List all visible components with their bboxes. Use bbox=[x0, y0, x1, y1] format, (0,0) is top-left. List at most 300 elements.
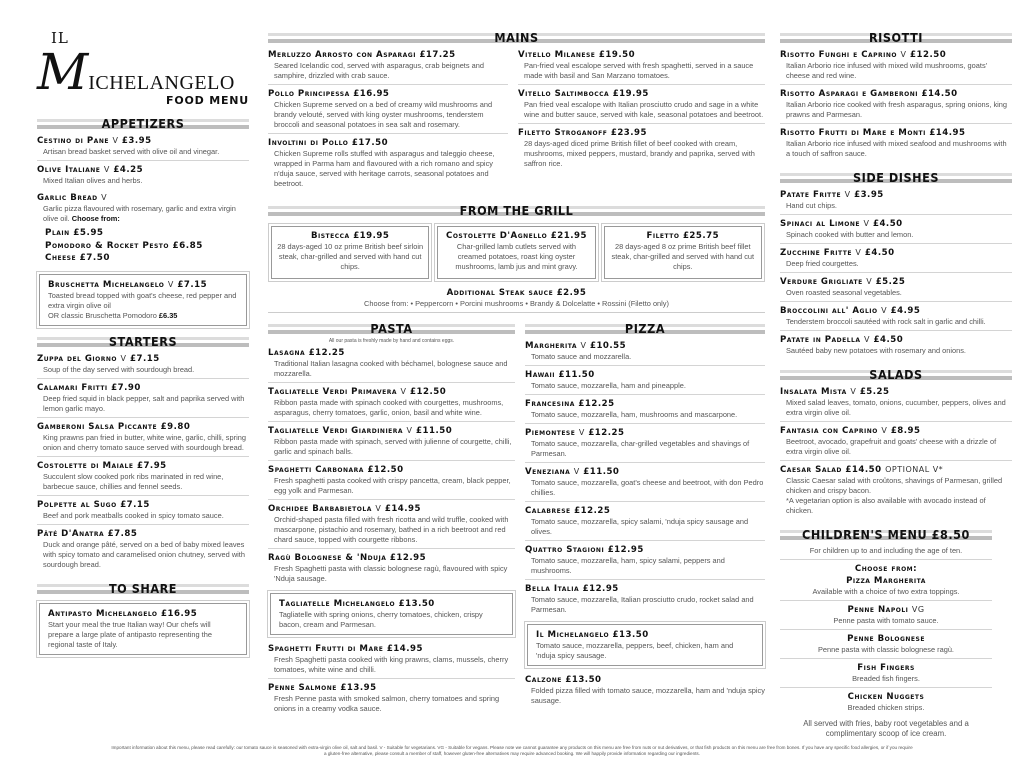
item-name-line bbox=[37, 460, 249, 472]
menu-item bbox=[525, 340, 765, 366]
item-description: Tomato sauce, mozzarella, ham, mushrooms and mascarpone. bbox=[531, 410, 738, 419]
item-name-line bbox=[780, 189, 1012, 201]
menu-item bbox=[780, 218, 1012, 244]
item-description: Beef and pork meatballs cooked in spicy tomato sauce. bbox=[43, 510, 224, 520]
item-name: Filetto bbox=[646, 231, 680, 241]
menu-item bbox=[780, 247, 1012, 273]
item-list bbox=[268, 49, 508, 195]
item-price: £12.95 bbox=[582, 584, 619, 594]
item-name: Francesina bbox=[525, 399, 575, 409]
menu-item bbox=[268, 425, 515, 461]
starters-header: STARTERS bbox=[37, 334, 249, 350]
item-price: £14.95 bbox=[384, 504, 422, 514]
item-name-line bbox=[780, 127, 1012, 139]
menu-item bbox=[518, 88, 765, 124]
item-name: Verdure Grigliate bbox=[780, 277, 863, 287]
item-price: £23.95 bbox=[610, 128, 648, 138]
item-name-line bbox=[268, 464, 515, 476]
mains-header: MAINS bbox=[268, 30, 765, 46]
item-price: £21.95 bbox=[550, 231, 587, 241]
item-name: Fish Fingers bbox=[857, 663, 915, 673]
menu-item bbox=[37, 499, 249, 525]
item-name-line bbox=[525, 583, 765, 595]
item-price: £7.15 bbox=[120, 499, 150, 510]
item-price: £12.50 bbox=[410, 387, 447, 397]
item-price: £7.95 bbox=[136, 460, 167, 471]
item-name: Vitello Saltimbocca bbox=[518, 89, 610, 99]
item-name-line bbox=[48, 608, 238, 620]
menu-item bbox=[780, 189, 1012, 215]
item-description: Deep fried courgettes. bbox=[786, 259, 859, 268]
item-description: Tagliatelle with spring onions, cherry tomatoes, chicken, crispy bacon, cream and Parmesan. bbox=[279, 610, 483, 629]
menu-item bbox=[780, 662, 992, 688]
menu-item bbox=[268, 386, 515, 422]
item-name-line bbox=[536, 629, 754, 641]
item-price: £4.95 bbox=[890, 306, 921, 316]
middle-column bbox=[268, 30, 765, 720]
item-name-line bbox=[525, 369, 765, 381]
item-name: Cestino di Pane bbox=[37, 136, 109, 146]
item-name-line bbox=[525, 340, 765, 352]
garlic-option: Plain £5.95 bbox=[45, 228, 104, 238]
item-name-line bbox=[780, 604, 992, 616]
appetizers-header: APPETIZERS bbox=[37, 116, 249, 132]
item-name: Insalata Mista bbox=[780, 387, 847, 397]
menu-item bbox=[48, 608, 238, 650]
menu-item bbox=[780, 691, 992, 716]
item-description: Italian Arborio rice infused with mixed seafood and mushrooms with a touch of saffron sauce. bbox=[786, 139, 1007, 158]
menu-item bbox=[268, 88, 508, 134]
item-name: Tagliatelle Verdi Primavera bbox=[268, 387, 398, 397]
menu-item bbox=[780, 127, 1012, 162]
item-description: Tomato sauce, mozzarella, Italian prosciutto crudo, rocket salad and Parmesan. bbox=[531, 595, 754, 614]
item-name: Costolette D'Agnello bbox=[446, 231, 548, 241]
item-price: £12.95 bbox=[389, 553, 427, 563]
item-name-line bbox=[268, 643, 515, 655]
item-name-line bbox=[780, 425, 1012, 437]
item-description: Fresh Penne pasta with smoked salmon, cherry tomatoes and spring onions in a creamy vodka sauce. bbox=[274, 694, 500, 713]
item-description: Succulent slow cooked pork ribs marinated in red wine, barbecue sauce, chillies and fennel seeds. bbox=[43, 471, 224, 491]
grill-item-box bbox=[437, 226, 595, 279]
item-description: Oven roasted seasonal vegetables. bbox=[786, 288, 902, 297]
logo bbox=[37, 30, 249, 108]
menu-item bbox=[780, 633, 992, 659]
item-price: £3.95 bbox=[121, 136, 152, 146]
menu-item bbox=[268, 347, 515, 383]
item-name-line bbox=[518, 49, 765, 61]
optional-tag: OPTIONAL V* bbox=[885, 465, 944, 474]
item-name-line bbox=[609, 230, 757, 242]
diet-tag: V bbox=[881, 306, 888, 315]
item-price: £14.50 bbox=[921, 89, 958, 99]
diet-tag: V bbox=[103, 165, 110, 174]
item-name-line bbox=[525, 427, 765, 439]
diet-tag: VG bbox=[911, 605, 925, 614]
item-name: Vitello Milanese bbox=[518, 50, 596, 60]
item-list bbox=[37, 135, 249, 189]
item-price: £13.50 bbox=[565, 675, 602, 685]
item-name-line bbox=[37, 499, 249, 511]
menu-item bbox=[780, 604, 992, 630]
item-price: £25.75 bbox=[682, 231, 720, 241]
logo-m: M bbox=[37, 43, 89, 101]
item-price: £3.95 bbox=[854, 190, 884, 200]
menu-item bbox=[536, 629, 754, 661]
item-name-line bbox=[37, 135, 249, 147]
children-footer: All served with fries, baby root vegetables and a complimentary scoop of ice cream. bbox=[803, 719, 969, 738]
diet-tag: V bbox=[573, 467, 580, 476]
item-price: £11.50 bbox=[558, 370, 595, 380]
item-price: £16.95 bbox=[161, 608, 198, 619]
item-name: Il Michelangelo bbox=[536, 630, 610, 640]
item-name: Penne Salmone bbox=[268, 683, 337, 693]
item-description: Chicken Supreme rolls stuffed with asparagus and taleggio cheese, wrapped in Parma ham and flavoured with a rich romano and spicy n'duja sauce, served with heritage carrots, seasonal potatoes and beetroot. bbox=[274, 149, 495, 188]
item-price: £19.95 bbox=[353, 231, 390, 241]
item-price: £14.50 bbox=[845, 465, 882, 475]
item-name: Penne Napoli bbox=[847, 605, 909, 615]
item-description: 28 days-aged 10 oz prime British beef sirloin steak, char-grilled and served with hand cut chips. bbox=[277, 242, 424, 271]
item-list bbox=[780, 189, 1012, 359]
item-name-line bbox=[525, 674, 765, 686]
to-share-section bbox=[37, 581, 249, 655]
item-description: Breaded chicken strips. bbox=[847, 703, 925, 712]
item-price: £12.50 bbox=[910, 50, 947, 60]
menu-item bbox=[780, 276, 1012, 302]
menu-item bbox=[609, 230, 757, 275]
childrens-menu-header: CHILDREN'S MENU £8.50 bbox=[780, 527, 992, 543]
item-description: Seared Icelandic cod, served with asparagus, crab beignets and samphire, drizzled with crab sauce. bbox=[274, 61, 484, 80]
menu-item bbox=[268, 49, 508, 85]
item-description: Fresh Spaghetti pasta cooked with king prawns, clams, mussels, cherry tomatoes, white wine and chilli. bbox=[274, 655, 509, 674]
item-list bbox=[268, 643, 515, 717]
menu-item-garlic-bread: Garlic Bread V Garlic pizza flavoured with rosemary, garlic and extra virgin olive oil. Choose from: Plain £5.95 Pomodoro & Rocket Pesto £6.85 Cheese £7.50 bbox=[37, 192, 249, 268]
item-description: 28 days-aged 8 oz prime British beef fillet steak, char-grilled and served with hand cut chips. bbox=[611, 242, 755, 271]
item-name: Ragù Bolognese & 'Nduja bbox=[268, 553, 387, 563]
item-name-line bbox=[268, 425, 515, 437]
diet-tag: V bbox=[881, 426, 888, 435]
item-price: £11.50 bbox=[416, 426, 453, 436]
diet-tag: V bbox=[578, 428, 585, 437]
item-price: £14.95 bbox=[929, 128, 966, 138]
item-description: Pan fried veal escalope with Italian prosciutto crudo and sage in a white wine and butter sauce, served with kale, seasonal potatoes and beetroot. bbox=[524, 100, 764, 119]
item-name: Penne Bolognese bbox=[847, 634, 925, 644]
garlic-option: Cheese £7.50 bbox=[45, 253, 110, 263]
item-name: Zuppa del Giorno bbox=[37, 353, 118, 364]
risotti-section bbox=[780, 30, 1012, 162]
steak-sauce: Additional Steak sauce £2.95 Choose from: • Peppercorn • Porcini mushrooms • Brandy & Dolcelatte • Rossini (Filetto only) bbox=[268, 287, 765, 313]
item-price: £4.50 bbox=[873, 335, 904, 345]
item-description: 28 days-aged diced prime British fillet of beef cooked with cream, mushrooms, mixed peppers, mustard, brandy and paprika, served with saffron rice. bbox=[524, 139, 755, 168]
diet-tag: V bbox=[112, 136, 119, 145]
item-name: Spinaci al Limone bbox=[780, 219, 860, 229]
item-list bbox=[780, 49, 1012, 162]
item-description: Chicken Supreme served on a bed of creamy wild mushrooms and brandy velouté, served with king oyster mushrooms, tenderstem broccoli and seasonal potatoes in sea salt and rosemary. bbox=[274, 100, 493, 129]
item-description: Tenderstem broccoli sautéed with rock salt in garlic and chilli. bbox=[786, 317, 986, 326]
item-name: Quattro Stagioni bbox=[525, 545, 605, 555]
item-name-line bbox=[780, 305, 1012, 317]
item-price: £4.50 bbox=[872, 219, 903, 229]
item-name-line bbox=[518, 88, 765, 100]
grill-items bbox=[268, 222, 765, 283]
item-description: Char-grilled lamb cutlets served with creamed potatoes, roast king oyster mushrooms, lamb jus and mint gravy. bbox=[455, 242, 578, 271]
menu-item bbox=[518, 127, 765, 172]
item-name: Spaghetti Carbonara bbox=[268, 465, 364, 475]
item-price: £19.95 bbox=[612, 89, 649, 99]
item-name: Bistecca bbox=[310, 231, 350, 241]
menu-item bbox=[525, 466, 765, 502]
item-description: King prawns pan fried in butter, white wine, garlic, chilli, spring onion and cherry tomato sauce served with sourdough bread. bbox=[43, 432, 246, 452]
item-description: Breaded fish fingers. bbox=[852, 674, 920, 683]
item-description: Soup of the day served with sourdough bread. bbox=[43, 364, 195, 374]
side-dishes-section bbox=[780, 170, 1012, 359]
item-price: £9.80 bbox=[160, 421, 191, 432]
item-name-line bbox=[268, 49, 508, 61]
menu-item bbox=[37, 421, 249, 457]
item-description: Start your meal the true Italian way! Our chefs will prepare a large plate of antipasto representing the regional taste of Italy. bbox=[48, 619, 212, 649]
logo-name: ICHELANGELO bbox=[88, 72, 235, 94]
item-name: Calabrese bbox=[525, 506, 571, 516]
item-description: Tomato sauce, mozzarella, ham and pineapple. bbox=[531, 381, 686, 390]
item-list bbox=[525, 340, 765, 618]
item-name-line bbox=[518, 127, 765, 139]
item-description: Sautéed baby new potatoes with rosemary and onions. bbox=[786, 346, 966, 355]
menu-item bbox=[268, 682, 515, 717]
diet-tag: V bbox=[120, 353, 127, 363]
pizza-header: PIZZA bbox=[525, 321, 765, 337]
right-column bbox=[780, 30, 1012, 739]
menu-item bbox=[268, 503, 515, 549]
item-description: Tomato sauce, mozzarella, spicy salami, 'nduja spicy sausage and olives. bbox=[531, 517, 749, 536]
item-name: Tagliatelle Verdi Giardiniera bbox=[268, 426, 404, 436]
item-name: Filetto Stroganoff bbox=[518, 128, 608, 138]
item-description: Penne pasta with tomato sauce. bbox=[833, 616, 939, 625]
item-price: £13.50 bbox=[612, 630, 649, 640]
item-name: Piemontese bbox=[525, 428, 576, 438]
item-name: Lasagna bbox=[268, 348, 306, 358]
menu-item bbox=[780, 49, 1012, 85]
menu-item bbox=[276, 230, 424, 275]
menu-item bbox=[780, 464, 1012, 519]
grill-item-box bbox=[271, 226, 429, 279]
menu-item bbox=[442, 230, 590, 275]
item-name-line bbox=[276, 230, 424, 242]
menu-item bbox=[268, 552, 515, 587]
salads-section bbox=[780, 367, 1012, 519]
item-name: Tagliatelle Michelangelo bbox=[279, 599, 396, 609]
menu-item bbox=[268, 137, 508, 192]
item-description: Duck and orange pâté, served on a bed of baby mixed leaves with spicy tomato and caramelised onion chutney, served with sourdough bread. bbox=[43, 539, 245, 569]
allergen-footer: Important information about this menu, please read carefully: our tomato sauce is seasoned with extra-virgin olive oil, salt and basil. V - Suitable for vegetarians. VG - Suitable for vegans. Please note we cannot guarantee any products on this menu are free from nuts or nut derivatives, or that fish products on this menu are free from bones. If you have any specific food allergies, or if you require a gluten-free alternative, please consult a member of staff, however gluten-free alternatives may require advanced booking. We will happily provide information regarding our ingredients. bbox=[111, 745, 913, 756]
children-choose: Choose from: bbox=[854, 564, 918, 574]
item-name: Patate in Padella bbox=[780, 335, 861, 345]
item-description: Available with a choice of two extra toppings. bbox=[812, 587, 960, 596]
item-price: £13.95 bbox=[340, 683, 377, 693]
diet-tag: V bbox=[375, 504, 382, 513]
item-price: £12.25 bbox=[588, 428, 625, 438]
item-price: £12.25 bbox=[574, 506, 611, 516]
item-description: Tomato sauce, mozzarella, peppers, beef, chicken, ham and 'nduja spicy sausage. bbox=[536, 641, 734, 660]
item-name-line bbox=[268, 88, 508, 100]
item-description: Beetroot, avocado, grapefruit and goats' cheese with a drizzle of extra virgin olive oil. bbox=[786, 437, 997, 456]
menu-item bbox=[780, 88, 1012, 124]
item-price: £19.50 bbox=[598, 50, 636, 60]
item-price: £12.95 bbox=[607, 545, 644, 555]
item-name: Zucchine Fritte bbox=[780, 248, 852, 258]
item-name: Polpette al Sugo bbox=[37, 499, 117, 510]
item-name-line bbox=[279, 598, 504, 610]
pasta-pizza-row bbox=[268, 321, 765, 720]
item-name: Olive Italiane bbox=[37, 165, 101, 175]
item-name: Costolette di Maiale bbox=[37, 460, 134, 471]
diet-tag: V bbox=[580, 341, 587, 350]
item-price: £16.95 bbox=[353, 89, 390, 99]
item-price: £12.25 bbox=[308, 348, 345, 358]
item-price: £7.15 bbox=[130, 353, 160, 364]
item-name-line bbox=[268, 386, 515, 398]
item-price: £5.25 bbox=[875, 277, 906, 287]
featured-item-box bbox=[39, 603, 247, 655]
children-intro: For children up to and including the age of ten. bbox=[780, 546, 992, 560]
pasta-header: PASTA bbox=[268, 321, 515, 337]
menu-item bbox=[525, 398, 765, 424]
item-list bbox=[780, 386, 1012, 519]
featured-bruschetta: Bruschetta Michelangelo V £7.15 Toasted bread topped with goat's cheese, red pepper and extra virgin olive oil OR classic Bruschetta Pomodoro £6.35 bbox=[39, 274, 247, 326]
item-name-line bbox=[780, 633, 992, 645]
logo-il: IL bbox=[51, 29, 69, 47]
menu-item bbox=[525, 427, 765, 463]
item-description: Pan-fried veal escalope served with fresh spaghetti, served in a sauce made with basil and San Marzano tomatoes. bbox=[524, 61, 754, 80]
item-name: Risotto Frutti di Mare e Monti bbox=[780, 128, 926, 138]
item-name: Calzone bbox=[525, 675, 562, 685]
item-price: £17.25 bbox=[419, 50, 456, 60]
item-name: Calamari Fritti bbox=[37, 382, 108, 393]
menu-item bbox=[37, 460, 249, 496]
item-description: Fresh spaghetti pasta cooked with crispy pancetta, cream, black pepper, egg yolk and Parmesan. bbox=[274, 476, 511, 495]
menu-item bbox=[525, 369, 765, 395]
item-name-line bbox=[780, 691, 992, 703]
item-name: Broccolini all' Aglio bbox=[780, 306, 878, 316]
item-description: Ribbon pasta made with spinach cooked with courgettes, mushrooms, asparagus, cherry tomatoes, garlic, onion, basil and white wine. bbox=[274, 398, 504, 417]
item-name-line bbox=[442, 230, 590, 242]
item-name-line bbox=[37, 421, 249, 433]
item-name: Patate Fritte bbox=[780, 190, 842, 200]
item-list bbox=[268, 347, 515, 587]
item-name-line bbox=[525, 544, 765, 556]
diet-tag: V bbox=[863, 219, 870, 228]
item-name: Pollo Principessa bbox=[268, 89, 350, 99]
item-name: Involtini di Pollo bbox=[268, 138, 349, 148]
item-name-line bbox=[268, 552, 515, 564]
to-share-header: TO SHARE bbox=[37, 581, 249, 597]
diet-tag: V bbox=[406, 426, 413, 435]
item-description: Classic Caesar salad with croûtons, shavings of Parmesan, grilled chicken and crispy bacon. bbox=[786, 476, 1003, 495]
menu-item bbox=[279, 598, 504, 630]
diet-tag: V bbox=[864, 335, 871, 344]
item-name-line bbox=[780, 88, 1012, 100]
item-description: Hand cut chips. bbox=[786, 201, 837, 210]
grill-header: FROM THE GRILL bbox=[268, 203, 765, 219]
mains-section bbox=[268, 30, 765, 195]
item-price: £5.25 bbox=[859, 387, 890, 397]
item-description: Italian Arborio rice infused with mixed wild mushrooms, goats' cheese and red wine. bbox=[786, 61, 988, 80]
menu-item bbox=[525, 505, 765, 541]
menu-item bbox=[780, 386, 1012, 422]
salads-header: SALADS bbox=[780, 367, 1012, 383]
item-price: £7.85 bbox=[107, 528, 138, 539]
item-description: Penne pasta with classic bolognese ragù. bbox=[818, 645, 954, 654]
item-name: Bella Italia bbox=[525, 584, 580, 594]
diet-tag: V bbox=[900, 50, 907, 59]
menu-item bbox=[37, 528, 249, 573]
item-description: Spinach cooked with butter and lemon. bbox=[786, 230, 914, 239]
item-price: £10.55 bbox=[589, 341, 627, 351]
item-price: £17.50 bbox=[351, 138, 389, 148]
item-price: £13.50 bbox=[398, 599, 435, 609]
menu-item bbox=[525, 544, 765, 580]
childrens-menu-section bbox=[780, 527, 992, 739]
item-name: Hawaii bbox=[525, 370, 556, 380]
item-description: Italian Arborio rice cooked with fresh asparagus, spring onions, king prawns and Parmesan. bbox=[786, 100, 1008, 119]
item-name-line bbox=[780, 276, 1012, 288]
item-name: Pâté D'Anatra bbox=[37, 528, 105, 539]
item-name: Spaghetti Frutti di Mare bbox=[268, 644, 384, 654]
item-name: Risotto Funghi e Caprino bbox=[780, 50, 898, 60]
menu-item bbox=[37, 135, 249, 161]
item-description: Artisan bread basket served with olive oil and vinegar. bbox=[43, 147, 220, 156]
item-list bbox=[518, 49, 765, 175]
menu-item bbox=[525, 583, 765, 618]
item-name-line bbox=[268, 137, 508, 149]
garlic-option: Pomodoro & Rocket Pesto £6.85 bbox=[45, 240, 203, 251]
diet-tag: V bbox=[866, 277, 873, 286]
item-price: £12.25 bbox=[578, 399, 615, 409]
item-description: Mixed Italian olives and herbs. bbox=[43, 176, 143, 185]
menu-item bbox=[268, 464, 515, 500]
item-price: £4.50 bbox=[864, 248, 895, 258]
menu-item bbox=[268, 643, 515, 679]
item-description: Fresh Spaghetti pasta with classic bolognese ragù, flavoured with spicy 'Nduja sausage. bbox=[274, 564, 508, 583]
menu-item bbox=[780, 425, 1012, 461]
item-name-line bbox=[268, 682, 515, 694]
item-name: Merluzzo Arrosto con Asparagi bbox=[268, 50, 416, 60]
item-price: £8.95 bbox=[890, 426, 921, 436]
item-name-line bbox=[780, 49, 1012, 61]
featured-item-box bbox=[527, 624, 763, 666]
item-name-line bbox=[780, 247, 1012, 259]
diet-tag: V bbox=[400, 387, 407, 396]
item-price: £14.95 bbox=[386, 644, 423, 654]
item-name-line bbox=[268, 503, 515, 515]
item-description: Tomato sauce, mozzarella, goat's cheese and beetroot, with don Pedro chillies. bbox=[531, 478, 764, 497]
item-name: Orchidee Barbabietola bbox=[268, 504, 372, 514]
item-price: £12.50 bbox=[367, 465, 404, 475]
risotti-header: RISOTTI bbox=[780, 30, 1012, 46]
food-menu-title: FOOD MENU bbox=[166, 94, 249, 107]
menu-item bbox=[37, 382, 249, 418]
menu-item bbox=[780, 575, 992, 601]
grill-section bbox=[268, 203, 765, 313]
item-list bbox=[525, 674, 765, 709]
item-name: Gamberoni Salsa Piccante bbox=[37, 421, 158, 432]
menu-item bbox=[518, 49, 765, 85]
pasta-note: All our pasta is freshly made by hand and contains eggs. bbox=[328, 338, 455, 344]
pizza-section bbox=[525, 321, 765, 712]
item-description: Tomato sauce, mozzarella, ham, spicy salami, peppers and mushrooms. bbox=[531, 556, 725, 575]
grill-item-box bbox=[604, 226, 762, 279]
item-name: Pizza Margherita bbox=[846, 576, 926, 586]
item-name-line bbox=[780, 386, 1012, 398]
appetizers-section bbox=[37, 116, 249, 326]
